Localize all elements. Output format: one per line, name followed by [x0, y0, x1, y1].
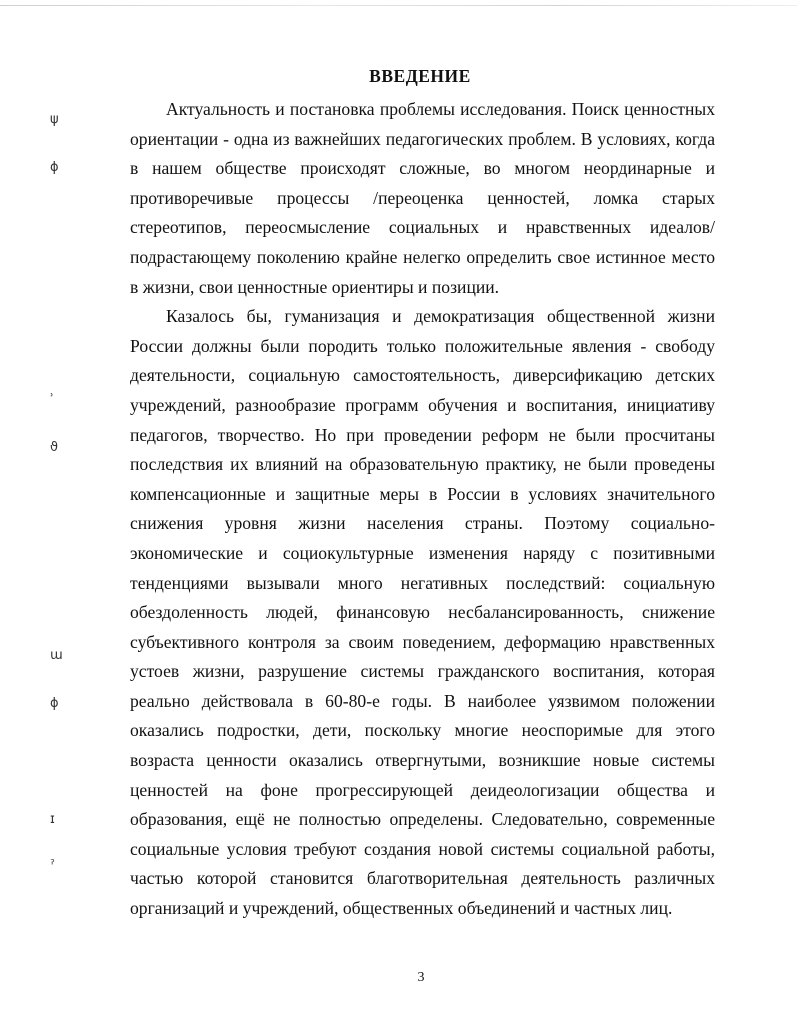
- page-number: 3: [417, 970, 425, 985]
- body-text: [130, 95, 715, 924]
- margin-scan-mark: ˀ: [50, 858, 55, 873]
- scan-edge-line: [0, 5, 797, 6]
- margin-scan-mark: ɪ: [50, 812, 55, 827]
- section-heading: ВВЕДЕНИЕ: [369, 66, 471, 86]
- paragraph: Актуальность и постановка проблемы исследования. Поиск ценностных ориентации - одна из важнейших педагогических проблем. В условиях, когда в нашем обществе происходят сложные, во многом неординарные и противоречивые процессы /переоценка ценностей, ломка старых стереотипов, переосмысление социальных и нравственных идеалов/ подрастающему поколению крайне нелегко определить свое истинное место в жизни, свои ценностные ориентиры и позиции.: [130, 99, 715, 297]
- paragraph: Казалось бы, гуманизация и демократизация общественной жизни России должны были породить только положительные явления - свободу деятельности, социальную самостоятельность, диверсификацию детских учреждений, разнообразие программ обучения и воспитания, инициативу педагогов, творчество. Но при проведении реформ не были просчитаны последствия их влияний на образовательную практику, не были проведены компенсационные и защитные меры в России в условиях значительного снижения уровня жизни населения страны. Поэтому социально-экономические и социокультурные изменения наряду с позитивными тенденциями вызывали много негативных последствий: социальную обездоленность людей, финансовую несбалансированность, снижение субъективного контроля за своим поведением, деформацию нравственных устоев жизни, разрушение системы гражданского воспитания, которая реально действовала в 60-80-е годы. В наиболее уязвимом положении оказались подростки, дети, поскольку многие неоспоримые для этого возраста ценности оказались отвергнутыми, возникшие новые системы ценностей на фоне прогрессирующей деидеологизации общества и образования, ещё не полностью определены. Следовательно, современные социальные условия требуют создания новой системы социальной работы, частью которой становится благотворительная деятельность различных организаций и учреждений, общественных объединений и частных лиц.: [130, 306, 715, 919]
- margin-scan-mark: ɯ: [50, 648, 63, 663]
- margin-scan-mark: ϕ: [50, 160, 59, 175]
- margin-scan-mark: ϑ: [50, 440, 59, 455]
- margin-scan-mark: ψ: [50, 112, 59, 127]
- margin-scan-mark: ϕ: [50, 696, 59, 711]
- margin-scan-mark: ʾ: [50, 392, 54, 407]
